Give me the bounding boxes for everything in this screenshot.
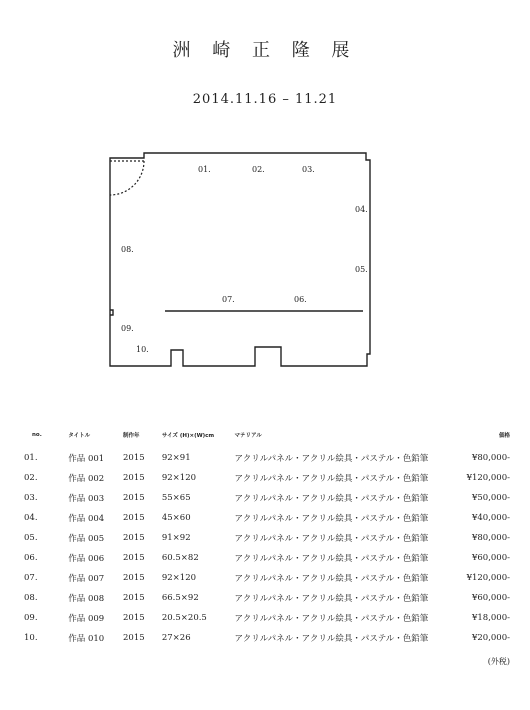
plan-label-09: 09.: [121, 324, 134, 333]
door-swing: [110, 161, 144, 195]
cell-no: 08.: [24, 593, 38, 603]
table-row: [24, 548, 510, 568]
cell-price: ¥80,000-: [471, 453, 510, 463]
cell-no: 06.: [24, 553, 38, 563]
cell-year: 2015: [123, 533, 145, 543]
cell-material: アクリルパネル・アクリル絵具・パステル・色鉛筆: [234, 474, 429, 484]
cell-size: 92×120: [161, 573, 197, 583]
tax-note: (外税): [487, 657, 510, 666]
cell-material: アクリルパネル・アクリル絵具・パステル・色鉛筆: [234, 574, 429, 584]
cell-title: 作品 005: [68, 534, 105, 544]
cell-size: 66.5×92: [161, 593, 199, 603]
plan-label-02: 02.: [252, 165, 265, 174]
header-year: 制作年: [123, 433, 140, 439]
cell-no: 10.: [24, 633, 38, 643]
cell-title: 作品 006: [68, 554, 105, 564]
cell-year: 2015: [123, 493, 145, 503]
plan-label-06: 06.: [294, 295, 307, 304]
table-row: [24, 628, 510, 648]
cell-material: アクリルパネル・アクリル絵具・パステル・色鉛筆: [234, 634, 429, 644]
cell-material: アクリルパネル・アクリル絵具・パステル・色鉛筆: [234, 454, 429, 464]
header-price: 価格: [498, 433, 510, 439]
cell-title: 作品 001: [68, 454, 105, 464]
cell-price: ¥60,000-: [471, 553, 510, 563]
cell-no: 01.: [24, 453, 38, 463]
cell-no: 04.: [24, 513, 38, 523]
cell-year: 2015: [123, 553, 145, 563]
cell-title: 作品 009: [68, 614, 105, 624]
cell-price: ¥60,000-: [471, 593, 510, 603]
cell-size: 20.5×20.5: [161, 613, 207, 623]
cell-year: 2015: [123, 613, 145, 623]
cell-material: アクリルパネル・アクリル絵具・パステル・色鉛筆: [234, 534, 429, 544]
table-header-row: [24, 430, 510, 448]
table-row: [24, 528, 510, 548]
cell-title: 作品 007: [68, 574, 105, 584]
cell-material: アクリルパネル・アクリル絵具・パステル・色鉛筆: [234, 594, 429, 604]
cell-year: 2015: [123, 573, 145, 583]
cell-material: アクリルパネル・アクリル絵具・パステル・色鉛筆: [234, 514, 429, 524]
cell-material: アクリルパネル・アクリル絵具・パステル・色鉛筆: [234, 554, 429, 564]
cell-size: 60.5×82: [161, 553, 199, 563]
cell-no: 03.: [24, 493, 38, 503]
table-row: [24, 448, 510, 468]
plan-label-10: 10.: [136, 345, 149, 354]
cell-price: ¥120,000-: [466, 573, 510, 583]
cell-year: 2015: [123, 453, 145, 463]
cell-title: 作品 004: [68, 514, 105, 524]
cell-year: 2015: [123, 633, 145, 643]
cell-price: ¥18,000-: [471, 613, 510, 623]
table-row: [24, 608, 510, 628]
table-row: [24, 488, 510, 508]
cell-no: 07.: [24, 573, 38, 583]
cell-price: ¥120,000-: [466, 473, 510, 483]
cell-size: 92×120: [161, 473, 197, 483]
cell-size: 45×60: [161, 513, 191, 523]
table-row: [24, 568, 510, 588]
cell-price: ¥50,000-: [471, 493, 510, 503]
cell-material: アクリルパネル・アクリル絵具・パステル・色鉛筆: [234, 494, 429, 504]
exhibition-title: 洲 崎 正 隆 展: [172, 40, 358, 61]
table-row: [24, 508, 510, 528]
plan-label-05: 05.: [355, 265, 368, 274]
cell-material: アクリルパネル・アクリル絵具・パステル・色鉛筆: [234, 614, 429, 624]
cell-no: 02.: [24, 473, 38, 483]
table-row: [24, 468, 510, 488]
cell-year: 2015: [123, 473, 145, 483]
cell-title: 作品 010: [68, 634, 105, 644]
cell-title: 作品 008: [68, 594, 105, 604]
cell-no: 09.: [24, 613, 38, 623]
cell-price: ¥40,000-: [471, 513, 510, 523]
plan-label-07: 07.: [222, 295, 235, 304]
header-size: サイズ (H)×(W)cm: [161, 433, 215, 439]
header-title: タイトル: [68, 433, 91, 439]
plan-label-08: 08.: [121, 245, 134, 254]
cell-size: 91×92: [161, 533, 191, 543]
cell-size: 92×91: [161, 453, 191, 463]
header-material: マテリアル: [234, 433, 262, 439]
plan-label-03: 03.: [302, 165, 315, 174]
cell-title: 作品 003: [68, 494, 105, 504]
gallery-wall: [110, 153, 370, 366]
cell-price: ¥20,000-: [471, 633, 510, 643]
works-table: [24, 430, 510, 648]
cell-no: 05.: [24, 533, 38, 543]
cell-price: ¥80,000-: [471, 533, 510, 543]
header-no: no.: [32, 432, 42, 438]
cell-year: 2015: [123, 593, 145, 603]
cell-size: 27×26: [161, 633, 191, 643]
cell-size: 55×65: [161, 493, 191, 503]
plan-label-04: 04.: [355, 205, 368, 214]
table-row: [24, 588, 510, 608]
plan-label-01: 01.: [198, 165, 211, 174]
exhibition-dates: 2014.11.16 – 11.21: [192, 92, 338, 107]
cell-year: 2015: [123, 513, 145, 523]
cell-title: 作品 002: [68, 474, 105, 484]
